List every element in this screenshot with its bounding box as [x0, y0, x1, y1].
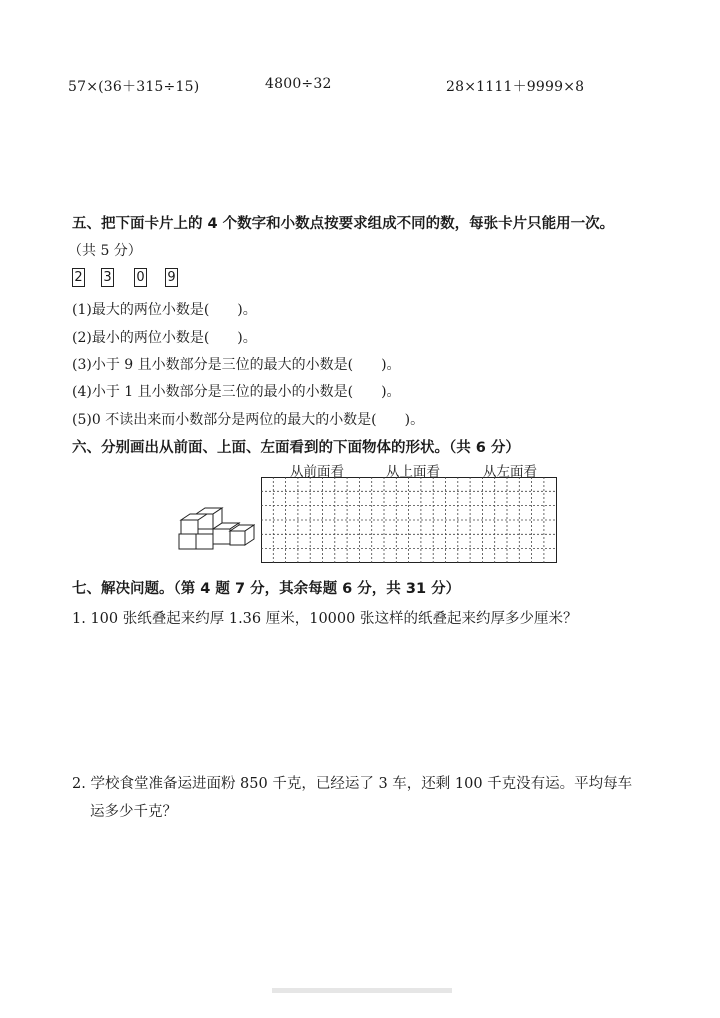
section5-item-5: (5)0 不读出来而小数部分是两位的最大的小数是( )。: [72, 412, 425, 428]
number-card: 0: [134, 268, 147, 287]
number-card: 2: [72, 268, 85, 287]
calc-expression-1: 57×(36＋315÷15): [68, 79, 200, 95]
section5-item-4: (4)小于 1 且小数部分是三位的最小的小数是( )。: [72, 384, 401, 400]
calc-expression-2: 4800÷32: [265, 76, 332, 92]
number-card: 9: [165, 268, 178, 287]
number-card: 3: [101, 268, 114, 287]
section5-title: 五、把下面卡片上的 4 个数字和小数点按要求组成不同的数，每张卡片只能用一次。: [72, 216, 615, 232]
view-label-left: 从左面看: [483, 464, 537, 480]
problem-2: 2. 学校食堂准备运进面粉 850 千克，已经运了 3 车，还剩 100 千克没有运。平均每车: [72, 776, 633, 792]
cube-figure: [175, 505, 255, 551]
section6-title: 六、分别画出从前面、上面、左面看到的下面物体的形状。（共 6 分）: [72, 440, 520, 456]
problem-2-continued: 运多少千克？: [90, 804, 177, 820]
section5-item-2: (2)最小的两位小数是( )。: [72, 330, 257, 346]
section5-item-3: (3)小于 9 且小数部分是三位的最大的小数是( )。: [72, 357, 401, 373]
section5-item-1: (1)最大的两位小数是( )。: [72, 302, 257, 318]
calc-expression-3: 28×1111＋9999×8: [446, 79, 585, 95]
section5-score: （共 5 分）: [68, 243, 142, 259]
view-label-top: 从上面看: [386, 464, 440, 480]
problem-1: 1. 100 张纸叠起来约厚 1.36 厘米，10000 张这样的纸叠起来约厚多少厘米？: [72, 611, 578, 627]
drawing-grid: [261, 477, 557, 563]
scan-watermark: [272, 985, 452, 995]
view-label-front: 从前面看: [290, 464, 344, 480]
section7-title: 七、解决问题。（第 4 题 7 分，其余每题 6 分，共 31 分）: [72, 581, 461, 597]
